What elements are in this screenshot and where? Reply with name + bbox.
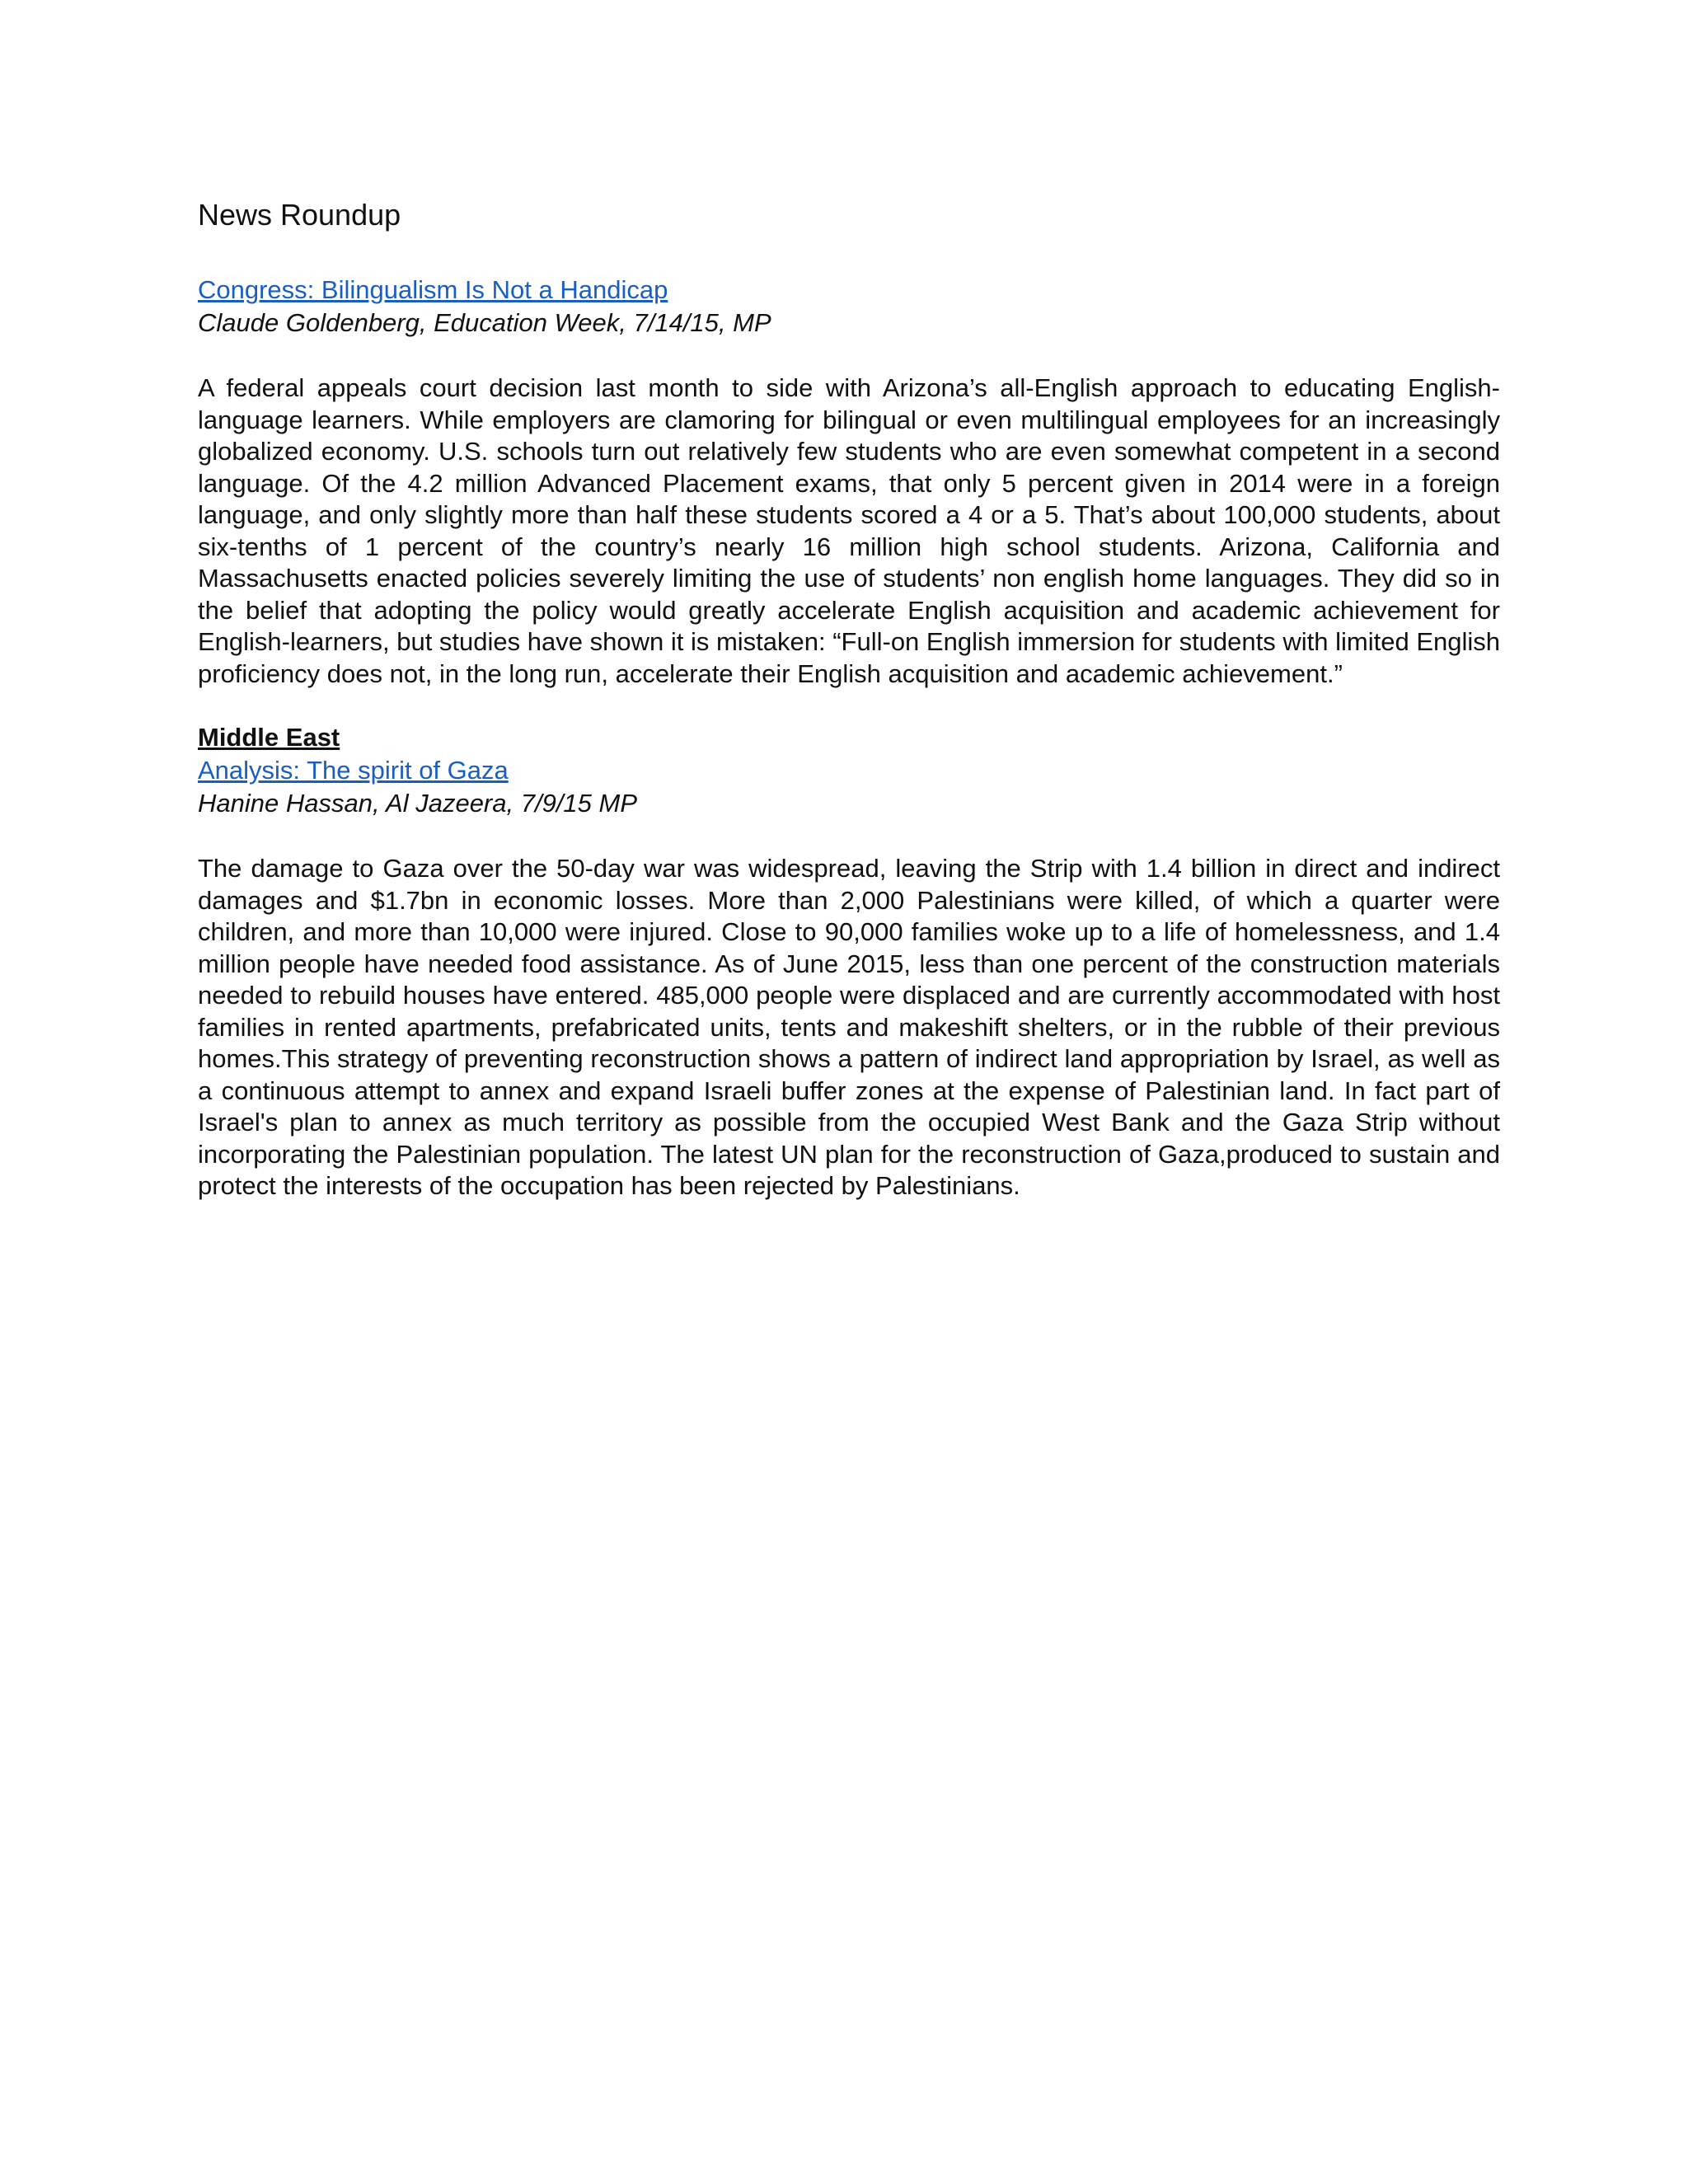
document-title: News Roundup <box>198 198 401 232</box>
byline-gaza: Hanine Hassan, Al Jazeera, 7/9/15 MP <box>198 789 638 818</box>
byline-bilingualism: Claude Goldenberg, Education Week, 7/14/15, MP <box>198 308 771 337</box>
article-bilingualism <box>198 274 1500 690</box>
document-page <box>198 193 1500 1202</box>
headline-link-bilingualism[interactable]: Congress: Bilingualism Is Not a Handicap <box>198 275 668 304</box>
article-gaza <box>198 721 1500 1202</box>
article-body-bilingualism: A federal appeals court decision last month to side with Arizona’s all-English approach to educating English-language learners. While employers are clamoring for bilingual or even multilingual employees for an increasingly globalized economy. U.S. schools turn out relatively few students who are even somewhat competent in a second language. Of the 4.2 million Advanced Placement exams, that only 5 percent given in 2014 were in a foreign language, and only slightly more than half these students scored a 4 or a 5. That’s about 100,000 students, about six-tenths of 1 percent of the country’s nearly 16 million high school students. Arizona, California and Massachusetts enacted policies severely limiting the use of students’ non english home languages. They did so in the belief that adopting the policy would greatly accelerate English acquisition and academic achievement for English-learners, but studies have shown it is mistaken: “Full-on English immersion for students with limited English proficiency does not, in the long run, accelerate their English acquisition and academic achievement.” <box>198 373 1500 688</box>
article-body-gaza: The damage to Gaza over the 50-day war was widespread, leaving the Strip with 1.4 billion in direct and indirect damages and $1.7bn in economic losses. More than 2,000 Palestinians were killed, of which a quarter were children, and more than 10,000 were injured. Close to 90,000 families woke up to a life of homelessness, and 1.4 million people have needed food assistance. As of June 2015, less than one percent of the construction materials needed to rebuild houses have entered. 485,000 people were displaced and are currently accommodated with host families in rented apartments, prefabricated units, tents and makeshift shelters, or in the rubble of their previous homes.This strategy of preventing reconstruction shows a pattern of indirect land appropriation by Israel, as well as a continuous attempt to annex and expand Israeli buffer zones at the expense of Palestinian land. In fact part of Israel's plan to annex as much territory as possible from the occupied West Bank and the Gaza Strip without incorporating the Palestinian population. The latest UN plan for the reconstruction of Gaza,produced to sustain and protect the interests of the occupation has been rejected by Palestinians. <box>198 854 1500 1200</box>
section-heading-middle-east: Middle East <box>198 723 340 752</box>
headline-link-gaza[interactable]: Analysis: The spirit of Gaza <box>198 756 509 785</box>
